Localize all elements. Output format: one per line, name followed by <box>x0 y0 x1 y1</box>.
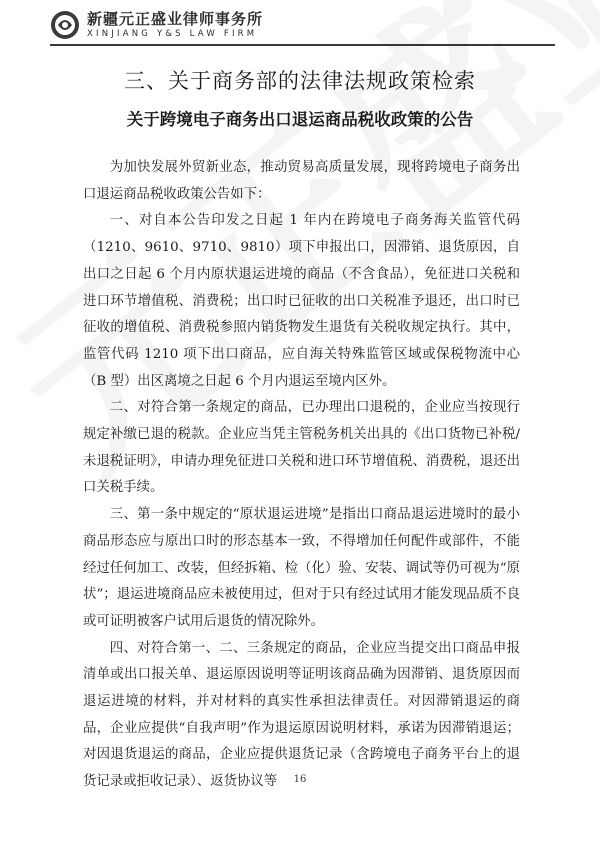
paragraph-3: 三、第一条中规定的“原状退运进境”是指出口商品退运进境时的最小商品形态应与原出口时的形态基本一致，不得增加任何配件或部件，不能经过任何加工、改装，但经拆箱、检（化）验、安装、调试等仍可视为“原状”；退运进境商品应未被使用过，但对于只有经过试用才能发现品质不良或可证明被客户试用后退货的情况除外。 <box>83 507 520 629</box>
paragraph-4: 四、对符合第一、二、三条规定的商品，企业应当提交出口商品申报清单或出口报关单、退运原因说明等证明该商品确为因滞销、退货原因而退运进境的材料，并对材料的真实性承担法律责任。对因滞销退运的商品，企业应提供“自我声明”作为退运原因说明材料，承诺为因滞销退运；对因退货退运的商品，企业应提供退货记录（含跨境电子商务平台上的退货记录或拒收记录）、返货协议等 <box>83 640 520 790</box>
paragraph-1: 一、对自本公告印发之日起 1 年内在跨境电子商务海关监管代码（1210、9610、9710、9810）项下申报出口，因滞销、退货原因，自出口之日起 6 个月内原状退运进境的商品（不含食品），免征进口关税和进口环节增值税、消费税；出口时已征收的出口关税准予退还，出口时已征收的增值税、消费税参照内销货物发生退货有关税收规定执行。其中，监管代码 1210 项下出口商品，应自海关特殊监管区域或保税物流中心（B 型）出区离境之日起 6 个月内退运至境内区外。 <box>83 213 520 389</box>
firm-logo-icon <box>50 10 80 40</box>
paragraph-2: 二、对符合第一条规定的商品，已办理出口退税的，企业应当按现行规定补缴已退的税款。企业应当凭主管税务机关出具的《出口货物已补税/未退税证明》，申请办理免征进口关税和进口环节增值税、消费税，退还出口关税手续。 <box>83 400 520 496</box>
firm-name-cn: 新疆元正盛业律师事务所 <box>87 9 264 28</box>
firm-name-en: XINJIANG Y&S LAW FIRM <box>87 28 258 39</box>
document-title: 关于跨境电子商务出口退运商品税收政策的公告 <box>126 110 474 129</box>
body-text <box>83 155 520 796</box>
section-title: 三、关于商务部的法律法规政策检索 <box>124 69 476 93</box>
header-divider <box>50 44 555 46</box>
page-number: 16 <box>293 774 307 785</box>
letterhead <box>50 7 263 43</box>
paragraph-intro: 为加快发展外贸新业态，推动贸易高质量发展，现将跨境电子商务出口退运商品税收政策公告如下： <box>83 160 520 202</box>
